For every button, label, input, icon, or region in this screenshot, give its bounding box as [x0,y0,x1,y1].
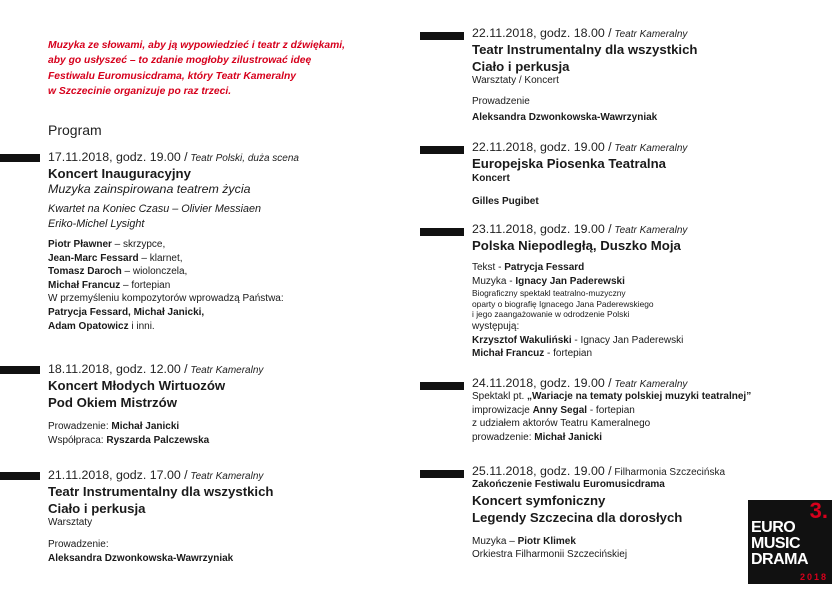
description-line: oparty o biografię Ignacego Jana Paderewskiego [472,298,654,309]
presenters-line: Adam Opatowicz i inni. [48,320,155,332]
cast-label: występują: [472,320,520,332]
lead-label: Prowadzenie [472,96,530,107]
show-line: Spektakl pt. „Wariacje na tematy polskiej muzyki teatralnej” [472,391,752,402]
event-22-11-1800 [472,26,697,124]
logo-line: DRAMA [751,551,809,568]
section-bar [0,366,40,374]
orchestra-line: Orkiestra Filharmonii Szczecińskiej [472,549,628,561]
coop-line: Współpraca: Ryszarda Palczewska [48,434,210,446]
euromusicdrama-logo [748,500,832,584]
music-credit: Muzyka - Ignacy Jan Paderewski [472,275,625,287]
description-line: Biograficzny spektakl teatralno-muzyczny [472,288,626,299]
cast-line: Krzysztof Wakuliński - Ignacy Jan Paderewski [472,334,684,346]
program-heading: Program [48,122,102,138]
lead-line: prowadzenie: Michał Janicki [472,431,603,443]
event-date: 18.11.2018, godz. 12.00 / Teatr Kameralny [48,362,264,376]
lead-name: Aleksandra Dzwonkowska-Wawrzyniak [472,111,658,123]
event-title: Pod Okiem Mistrzów [48,395,177,410]
event-title: Teatr Instrumentalny dla wszystkich [48,484,274,499]
event-title: Koncert Inauguracyjny [48,166,191,181]
logo-year: 2018 [799,572,828,582]
event-17-11 [48,150,299,333]
work-line: Kwartet na Koniec Czasu – Olivier Messiaen [48,203,262,215]
event-25-11 [472,464,725,562]
event-title: Legendy Szczecina dla dorosłych [472,509,683,525]
presenters-intro: W przemyśleniu kompozytorów wprowadzą Państwa: [48,293,284,305]
section-bar [420,382,464,390]
event-type: Warsztaty / Koncert [472,75,559,86]
event-21-11 [48,468,273,565]
lead-label: Prowadzenie: [48,539,109,550]
artist-name: Gilles Pugibet [472,195,539,207]
event-23-11 [472,222,687,361]
event-subtitle: Muzyka zainspirowana teatrem życia [48,182,251,196]
work-line: Eriko-Michel Lysight [48,218,145,230]
intro-line: w Szczecinie organizuje po raz trzeci. [48,86,232,98]
section-bar [420,32,464,40]
intro-line: Festiwalu Euromusicdrama, który Teatr Kameralny [48,70,296,82]
performer-line: Jean-Marc Fessard – klarnet, [48,252,183,264]
logo-line: MUSIC [751,535,801,552]
event-date: 23.11.2018, godz. 19.00 / Teatr Kameralny [472,222,688,236]
event-18-11 [48,362,263,447]
lead-line: Prowadzenie: Michał Janicki [48,421,180,432]
event-date: 21.11.2018, godz. 17.00 / Teatr Kameralny [48,468,264,482]
event-title: Koncert Młodych Wirtuozów [48,378,226,393]
section-bar [420,470,464,478]
cast-line: Michał Francuz - fortepian [472,348,593,360]
event-date: 24.11.2018, godz. 19.00 / Teatr Kameralny [472,376,688,390]
event-title: Europejska Piosenka Teatralna [472,156,666,171]
event-type: Warsztaty [48,517,93,528]
intro-line: aby go usłyszeć – to zdanie mogłoby zilustrować ideę [48,55,312,67]
event-title: Ciało i perkusja [472,59,570,74]
intro-line: Muzyka ze słowami, aby ją wypowiedzieć i teatr z dźwiękami, [48,40,345,51]
event-date: 25.11.2018, godz. 19.00 / Filharmonia Szczecińska [472,464,725,478]
improv-line: improwizacje Anny Segal - fortepian [472,404,635,416]
section-bar [0,154,40,162]
description-line: i jego zaangażowanie w odrodzenie Polski [472,309,630,320]
text-credit: Tekst - Patrycja Fessard [472,262,585,273]
performer-line: Piotr Pławner – skrzypce, [48,239,166,250]
logo-number: 3. [809,498,828,523]
event-date: 22.11.2018, godz. 18.00 / Teatr Kameralny [472,26,688,40]
event-24-11 [472,376,751,444]
intro-text [48,38,388,100]
performer-line: Tomasz Daroch – wiolonczela, [48,266,188,278]
performer-line: Michał Francuz – fortepian [48,279,171,291]
event-title: Teatr Instrumentalny dla wszystkich [472,42,698,57]
lead-name: Aleksandra Dzwonkowska-Wawrzyniak [48,552,234,564]
event-title: Ciało i perkusja [48,501,146,516]
event-22-11-1900 [472,140,687,208]
presenters-line: Patrycja Fessard, Michał Janicki, [48,306,205,318]
event-title: Koncert symfoniczny [472,492,606,508]
event-title: Polska Niepodległą, Duszko Moja [472,238,681,253]
music-credit: Muzyka – Piotr Klimek [472,535,576,547]
section-bar [0,472,40,480]
event-type: Koncert [472,173,510,184]
logo-line: EURO [751,519,796,536]
section-bar [420,146,464,154]
section-bar [420,228,464,236]
actors-line: z udziałem aktorów Teatru Kameralnego [472,418,651,430]
closing-line: Zakończenie Festiwalu Euromusicdrama [472,479,665,490]
event-date: 22.11.2018, godz. 19.00 / Teatr Kameralny [472,140,688,154]
event-date: 17.11.2018, godz. 19.00 / Teatr Polski, duża scena [48,150,299,164]
